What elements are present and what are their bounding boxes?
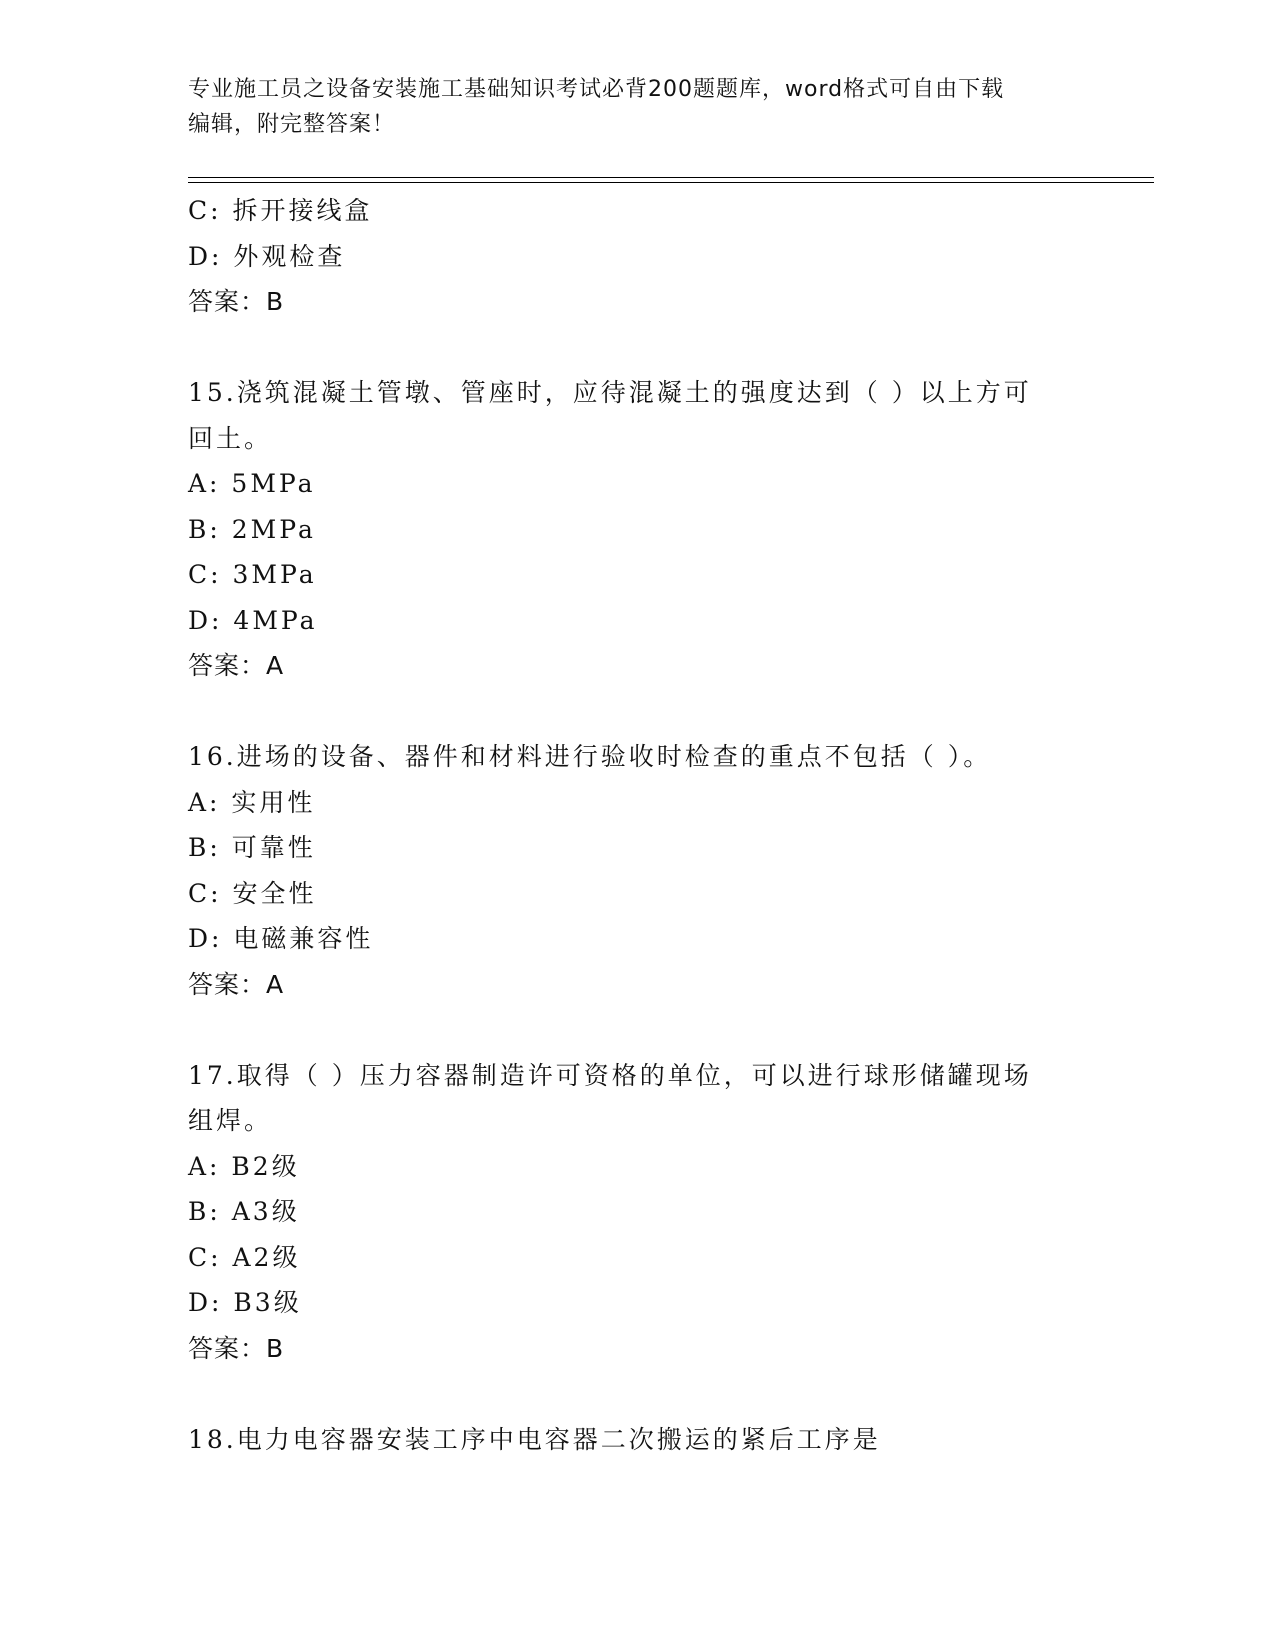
spacer: [188, 1007, 1068, 1053]
answer: 答案：A: [188, 651, 285, 680]
header-title-line-2: 编辑，附完整答案！: [188, 112, 396, 137]
option-c: C: 拆开接线盒: [188, 196, 373, 225]
question-stem-line-1: 15.浇筑混凝土管墩、管座时，应待混凝土的强度达到（ ）以上方可: [188, 378, 1032, 407]
question-stem-line-1: 16.进场的设备、器件和材料进行验收时检查的重点不包括（ ）。: [188, 742, 992, 771]
option-b: B: A3级: [188, 1197, 300, 1226]
option-d: D: B3级: [188, 1288, 302, 1317]
answer: 答案：B: [188, 1333, 285, 1363]
option-d: D: 电磁兼容性: [188, 924, 374, 953]
question-list: [188, 188, 1068, 1462]
header-divider-top: [188, 177, 1154, 178]
document-header: [188, 72, 1068, 142]
option-c: C: A2级: [188, 1242, 301, 1272]
question-18: [188, 1417, 1068, 1463]
question-stem-line-1: 18.电力电容器安装工序中电容器二次搬运的紧后工序是: [188, 1424, 881, 1454]
option-c: C: 安全性: [188, 878, 317, 908]
option-b: B: 可靠性: [188, 833, 316, 862]
option-c: C: 3MPa: [188, 560, 317, 589]
header-title-line-1: 专业施工员之设备安装施工基础知识考试必背200题题库，word格式可自由下载: [188, 77, 1005, 102]
option-a: A: 实用性: [188, 787, 316, 817]
option-d: D: 外观检查: [188, 241, 346, 271]
question-16: [188, 734, 1068, 1007]
answer: 答案：B: [188, 287, 285, 316]
option-a: A: B2级: [188, 1151, 300, 1181]
option-a: A: 5MPa: [188, 469, 316, 498]
question-17: [188, 1053, 1068, 1372]
spacer: [188, 1371, 1068, 1417]
question-stem-line-1: 17.取得（ ）压力容器制造许可资格的单位，可以进行球形储罐现场: [188, 1060, 1032, 1090]
question-14-continued: [188, 188, 1068, 325]
option-b: B: 2MPa: [188, 514, 316, 544]
spacer: [188, 325, 1068, 371]
spacer: [188, 689, 1068, 735]
question-stem-line-2: 回土。: [188, 423, 273, 453]
option-d: D: 4MPa: [188, 605, 318, 635]
question-stem-line-2: 组焊。: [188, 1106, 273, 1135]
question-15: [188, 370, 1068, 689]
answer: 答案：A: [188, 969, 285, 999]
header-divider-bottom: [188, 182, 1154, 183]
